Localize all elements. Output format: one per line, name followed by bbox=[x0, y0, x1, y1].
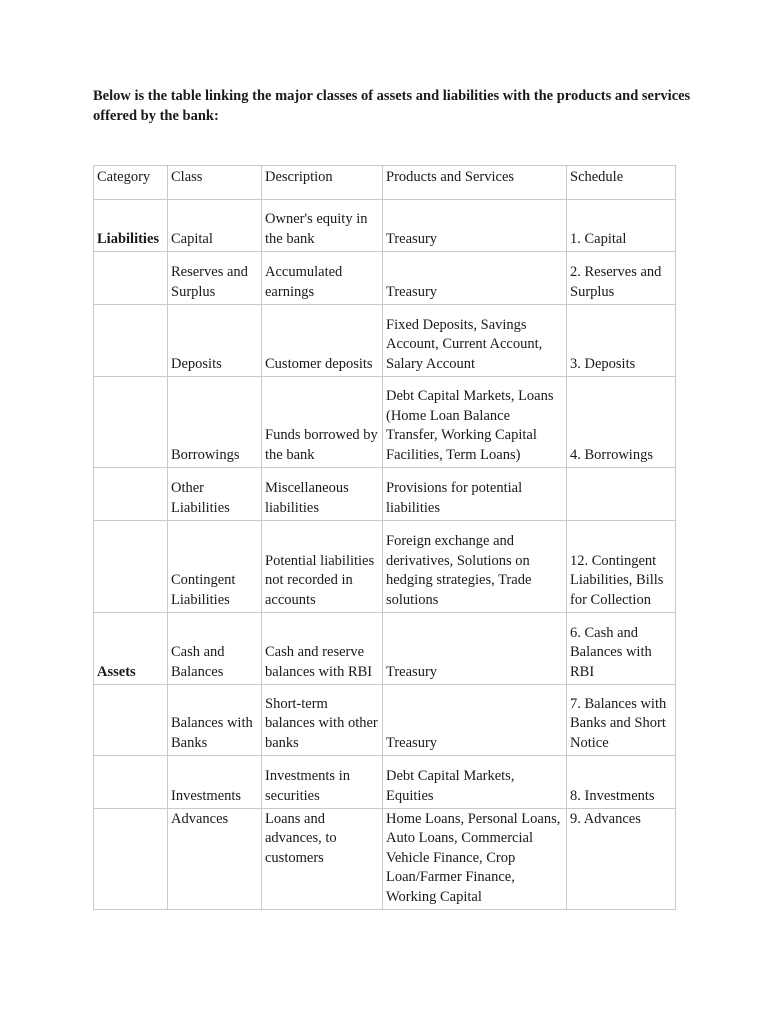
table-cell: Capital bbox=[168, 200, 262, 252]
table-row bbox=[94, 377, 676, 468]
table-cell: Treasury bbox=[383, 252, 567, 305]
table-cell: Debt Capital Markets, Equities bbox=[383, 756, 567, 809]
table-row bbox=[94, 809, 676, 910]
table-cell bbox=[94, 252, 168, 305]
table-cell: Investments bbox=[168, 756, 262, 809]
table-cell: 6. Cash and Balances with RBI bbox=[567, 613, 676, 685]
table-cell: Borrowings bbox=[168, 377, 262, 468]
table-cell: 7. Balances with Banks and Short Notice bbox=[567, 685, 676, 756]
table-cell bbox=[94, 756, 168, 809]
table-cell: Cash and reserve balances with RBI bbox=[262, 613, 383, 685]
table-cell: Accumulated earnings bbox=[262, 252, 383, 305]
table-cell: 8. Investments bbox=[567, 756, 676, 809]
table-cell: Owner's equity in the bank bbox=[262, 200, 383, 252]
table-cell: Treasury bbox=[383, 685, 567, 756]
table-cell: Reserves and Surplus bbox=[168, 252, 262, 305]
table-row bbox=[94, 305, 676, 377]
table-cell: 4. Borrowings bbox=[567, 377, 676, 468]
table-cell: 3. Deposits bbox=[567, 305, 676, 377]
table-row bbox=[94, 468, 676, 521]
table-row bbox=[94, 685, 676, 756]
table-cell: Potential liabilities not recorded in accounts bbox=[262, 521, 383, 613]
table-cell bbox=[94, 468, 168, 521]
table-cell: Loans and advances, to customers bbox=[262, 809, 383, 910]
table-row bbox=[94, 200, 676, 252]
table-cell bbox=[94, 377, 168, 468]
table-cell: Balances with Banks bbox=[168, 685, 262, 756]
table-cell: Miscellaneous liabilities bbox=[262, 468, 383, 521]
table-cell bbox=[94, 685, 168, 756]
table-cell bbox=[94, 809, 168, 910]
table-cell: Funds borrowed by the bank bbox=[262, 377, 383, 468]
header-products-services: Products and Services bbox=[383, 166, 567, 200]
table-cell: Assets bbox=[94, 613, 168, 685]
table-cell: 9. Advances bbox=[567, 809, 676, 910]
table-cell: Contingent Liabilities bbox=[168, 521, 262, 613]
table-cell bbox=[567, 468, 676, 521]
table-cell: Treasury bbox=[383, 613, 567, 685]
table-cell: Cash and Balances bbox=[168, 613, 262, 685]
table-cell: Other Liabilities bbox=[168, 468, 262, 521]
table-row bbox=[94, 521, 676, 613]
intro-paragraph: Below is the table linking the major classes of assets and liabilities with the products and services offered by the bank: bbox=[93, 88, 691, 124]
table-cell: 12. Contingent Liabilities, Bills for Collection bbox=[567, 521, 676, 613]
table-cell: Fixed Deposits, Savings Account, Current Account, Salary Account bbox=[383, 305, 567, 377]
table-cell bbox=[94, 521, 168, 613]
header-category: Category bbox=[94, 166, 168, 200]
header-class: Class bbox=[168, 166, 262, 200]
table-cell: 2. Reserves and Surplus bbox=[567, 252, 676, 305]
assets-liabilities-table bbox=[93, 165, 676, 910]
table-cell: Provisions for potential liabilities bbox=[383, 468, 567, 521]
header-schedule: Schedule bbox=[567, 166, 676, 200]
table-cell: Short-term balances with other banks bbox=[262, 685, 383, 756]
table-cell: Treasury bbox=[383, 200, 567, 252]
table-cell: Deposits bbox=[168, 305, 262, 377]
table-cell: Debt Capital Markets, Loans (Home Loan Balance Transfer, Working Capital Facilities, Term Loans) bbox=[383, 377, 567, 468]
table-cell: Liabilities bbox=[94, 200, 168, 252]
header-description: Description bbox=[262, 166, 383, 200]
table-row bbox=[94, 613, 676, 685]
table-cell: Foreign exchange and derivatives, Solutions on hedging strategies, Trade solutions bbox=[383, 521, 567, 613]
table-cell: 1. Capital bbox=[567, 200, 676, 252]
table-cell: Customer deposits bbox=[262, 305, 383, 377]
table-cell: Advances bbox=[168, 809, 262, 910]
table-row bbox=[94, 252, 676, 305]
table-cell: Home Loans, Personal Loans, Auto Loans, Commercial Vehicle Finance, Crop Loan/Farmer Finance, Working Capital bbox=[383, 809, 567, 910]
table-header-row bbox=[94, 166, 676, 200]
table-row bbox=[94, 756, 676, 809]
table-cell: Investments in securities bbox=[262, 756, 383, 809]
table-cell bbox=[94, 305, 168, 377]
